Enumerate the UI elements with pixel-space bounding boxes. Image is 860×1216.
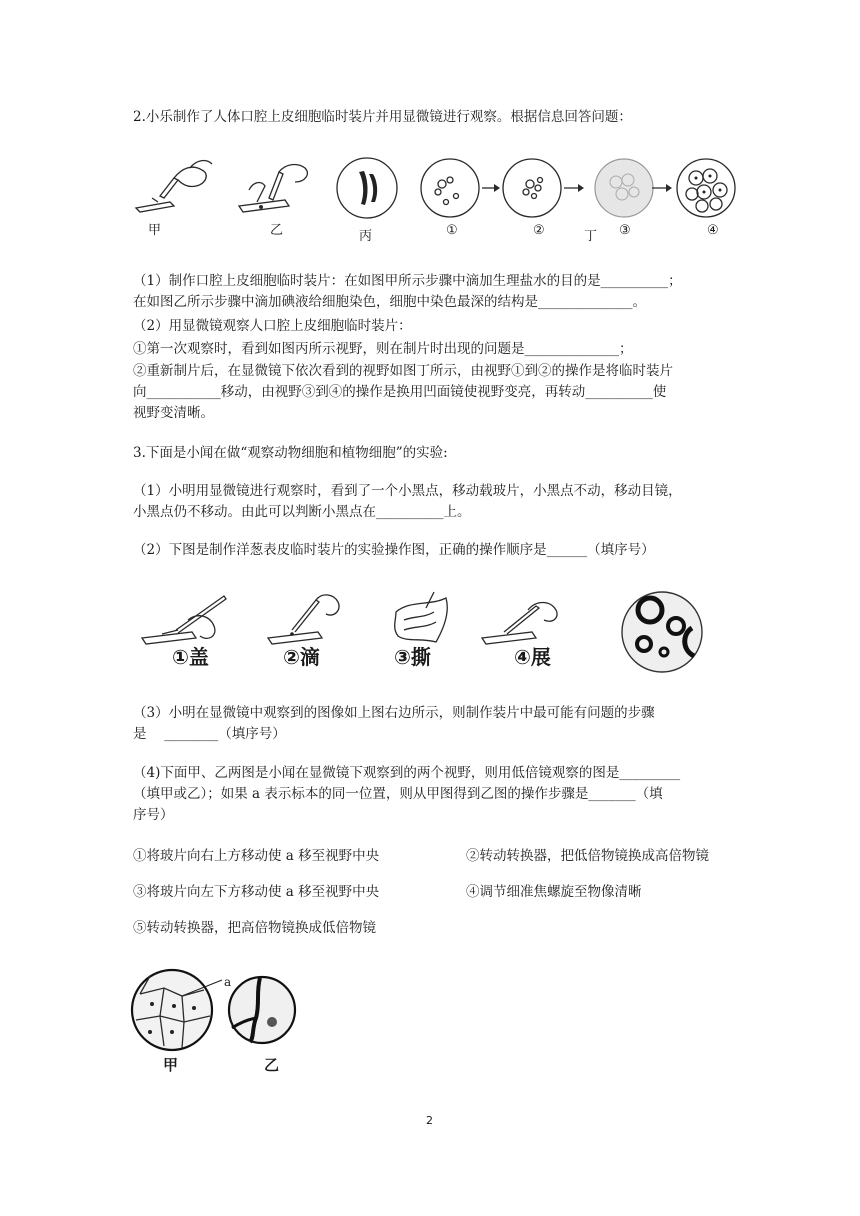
q2-part1: （1）制作口腔上皮细胞临时装片：在如图甲所示步骤中滴加生理盐水的目的是__________； 在如图乙所示步骤中滴加碘液给细胞染色，细胞中染色最深的结构是______________。: [133, 273, 682, 310]
q2-part2-item1: ①第一次观察时，看到如图丙所示视野，则在制片时出现的问题是______________；: [133, 341, 633, 357]
option-3: ③将玻片向左下方移动使 a 移至视野中央: [133, 884, 380, 900]
figure-ding-view-3: [595, 159, 653, 217]
fig-label-4: ④: [707, 223, 719, 238]
step-label-spread: ④展: [514, 645, 551, 669]
q2-part2-item2: ②重新制片后，在显微镜下依次看到的视野如图丁所示，由视野①到②的操作是将临时装片 向___________移动，由视野③到④的操作是换用凹面镜使视野变亮，再转动__________使 视野变清晰。: [133, 363, 673, 421]
fig-label-2: ②: [533, 223, 545, 238]
fig-label-yi: 乙: [270, 223, 284, 238]
q2-figure: [130, 150, 740, 245]
option-4: ④调节细准焦螺旋至物像清晰: [466, 884, 642, 900]
step-label-tear: ③撕: [394, 645, 431, 669]
q3-part2: （2）下图是制作洋葱表皮临时装片的实验操作图，正确的操作顺序是______（填序号）: [133, 542, 655, 558]
fig-label-1: ①: [446, 223, 458, 238]
jia-yi-views-figure: [130, 968, 310, 1058]
fig-label-ding: 丁: [584, 229, 598, 244]
figure-ding-view-2: [503, 159, 561, 217]
figure-ding-view-4: [677, 159, 735, 217]
q3-part3: （3）小明在显微镜中观察到的图像如上图右边所示，则制作装片中最可能有问题的步骤 是 ________（填序号）: [133, 705, 655, 742]
option-5: ⑤转动转换器，把高倍物镜换成低倍物镜: [133, 920, 376, 936]
figure-jia-dropper: [136, 161, 212, 212]
label-yi: 乙: [264, 1056, 280, 1074]
step-label-drop: ②滴: [283, 645, 320, 669]
figure-bing-view: [337, 158, 397, 218]
figure-ding-view-1: [421, 159, 479, 217]
q3-title: 3.下面是小闻在做“观察动物细胞和植物细胞”的实验:: [133, 445, 448, 461]
label-jia: 甲: [163, 1056, 179, 1074]
option-1: ①将玻片向右上方移动使 a 移至视野中央: [133, 848, 380, 864]
step-spread-image: [482, 603, 557, 645]
label-a: a: [224, 975, 232, 989]
q3-part4: （4)下面甲、乙两图是小闻在显微镜下观察到的两个视野，则用低倍镜观察的图是_________ （填甲或乙）；如果 a 表示标本的同一位置，则从甲图得到乙图的操作步骤是_______（填 序号）: [133, 765, 681, 823]
q3-part1: （1）小明用显微镜进行观察时，看到了一个小黑点，移动载玻片，小黑点不动，移动目镜， 小黑点仍不移动。由此可以判断小黑点在__________上。: [133, 483, 682, 520]
q2-title: 2.小乐制作了人体口腔上皮细胞临时装片并用显微镜进行观察。根据信息回答问题：: [133, 109, 632, 125]
step-cover-image: [142, 596, 226, 644]
step-drop-image: [268, 595, 339, 644]
step-tear-image: [395, 592, 448, 642]
option-2: ②转动转换器，把低倍物镜换成高倍物镜: [466, 848, 709, 864]
fig-label-bing: 丙: [359, 229, 373, 244]
fig-label-3: ③: [619, 223, 631, 238]
fig-label-jia: 甲: [148, 223, 162, 238]
view-yi-image: [229, 977, 295, 1043]
page-number: 2: [426, 1114, 433, 1127]
view-jia-image: [132, 970, 222, 1050]
bubble-view-image: [622, 592, 702, 672]
step-label-cover: ①盖: [172, 645, 209, 669]
q2-part2-heading: （2）用显微镜观察人口腔上皮细胞临时装片：: [133, 318, 412, 334]
figure-yi-staining: [239, 165, 307, 212]
